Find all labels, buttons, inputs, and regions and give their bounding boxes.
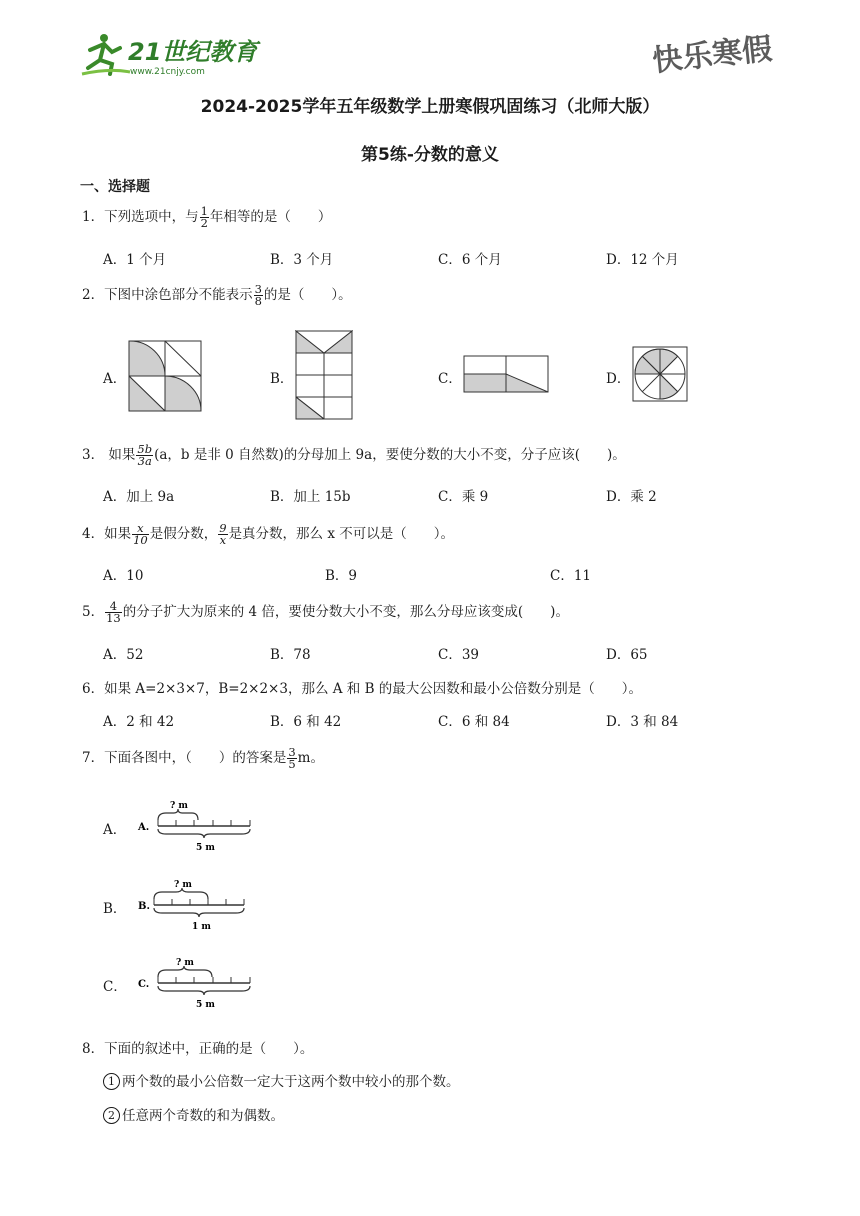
q7-label-b: B．: [103, 901, 127, 917]
question-8: 8．下面的叙述中，正确的是（ ）。: [82, 1041, 314, 1057]
q6-option-c: C．6 和 84: [438, 714, 510, 730]
fraction: $\frac{1}{2}$: [200, 204, 208, 230]
question-4: 4．如果 $\frac{x}{10}$ 是假分数， $\frac{9}{x}$ 是真分数，那么 x 不可以是（ ）。: [82, 521, 455, 547]
page-subtitle: 第5练-分数的意义: [361, 145, 499, 165]
fraction: $\frac{4}{13}$: [106, 599, 121, 625]
question-1: 1．下列选项中，与 $\frac{1}{2}$ 年相等的是（ ）: [82, 204, 332, 230]
q3-option-a: A．加上 9a: [103, 489, 175, 505]
runner-icon: [82, 34, 130, 74]
fraction: $\frac{5b}{3a}$: [137, 442, 153, 468]
svg-text:C.: C.: [138, 979, 150, 990]
q4-option-b: B．9: [325, 568, 358, 584]
q1-option-d: D．12 个月: [606, 252, 679, 268]
q6-option-d: D．3 和 84: [606, 714, 679, 730]
q1-option-b: B．3 个月: [270, 252, 334, 268]
q1-option-c: C．6 个月: [438, 252, 502, 268]
fraction: $\frac{9}{x}$: [219, 521, 227, 547]
q2-label-c: C．: [438, 371, 462, 387]
svg-text:5 m: 5 m: [196, 1000, 215, 1010]
question-2: 2．下图中涂色部分不能表示 $\frac{3}{8}$ 的是（ ）。: [82, 282, 352, 308]
question-7: 7．下面各图中，（ ）的答案是 $\frac{3}{5}$ m。: [82, 745, 324, 771]
fraction: $\frac{3}{8}$: [254, 282, 262, 308]
figure-a: [128, 340, 202, 412]
svg-text:A.: A.: [138, 822, 150, 833]
q7-label-a: A．: [103, 822, 127, 838]
q2-label-d: D．: [606, 371, 631, 387]
q8-statement-2: 2 任意两个奇数的和为偶数。: [103, 1104, 284, 1124]
fraction: $\frac{3}{5}$: [288, 745, 296, 771]
svg-text:? m: ? m: [174, 880, 192, 890]
figure-b: [295, 330, 353, 420]
q2-label-b: B．: [270, 371, 294, 387]
svg-text:5 m: 5 m: [196, 843, 215, 853]
q6-option-a: A．2 和 42: [103, 714, 175, 730]
svg-text:21世纪教育: 21世纪教育: [128, 38, 258, 66]
question-5: 5． $\frac{4}{13}$ 的分子扩大为原来的 4 倍，要使分数大小不变，那么分母应该变成( )。: [82, 599, 569, 625]
svg-text:1 m: 1 m: [192, 922, 211, 932]
q4-option-c: C．11: [550, 568, 592, 584]
question-3: 3． 如果 $\frac{5b}{3a}$ (a，b 是非 0 自然数)的分母加上 9a，要使分数的大小不变，分子应该( )。: [82, 442, 626, 468]
q3-option-d: D．乘 2: [606, 489, 657, 505]
svg-text:快乐寒假: 快乐寒假: [650, 31, 774, 79]
q3-option-c: C．乘 9: [438, 489, 489, 505]
q8-statement-1: 1 两个数的最小公倍数一定大于这两个数中较小的那个数。: [103, 1070, 460, 1090]
svg-text:? m: ? m: [170, 801, 188, 811]
figure-c: [463, 355, 549, 393]
svg-text:? m: ? m: [176, 958, 194, 968]
q7-label-c: C．: [103, 979, 127, 995]
circled-number: 2: [103, 1107, 120, 1124]
segment-diagram-c: [136, 955, 256, 1011]
svg-text:B.: B.: [138, 901, 150, 912]
logo-happy-winter-break: [650, 22, 790, 82]
q4-option-a: A．10: [103, 568, 144, 584]
segment-diagram-b: [136, 877, 256, 933]
q5-option-a: A．52: [103, 647, 144, 663]
q5-option-b: B．78: [270, 647, 311, 663]
circled-number: 1: [103, 1073, 120, 1090]
q2-label-a: A．: [103, 371, 127, 387]
q3-option-b: B．加上 15b: [270, 489, 351, 505]
q1-option-a: A．1 个月: [103, 252, 167, 268]
svg-text:www.21cnjy.com: www.21cnjy.com: [130, 67, 205, 77]
figure-d: [632, 346, 688, 402]
segment-diagram-a: [136, 798, 256, 854]
q6-option-b: B．6 和 42: [270, 714, 342, 730]
q5-option-c: C．39: [438, 647, 480, 663]
q5-option-d: D．65: [606, 647, 648, 663]
logo-21cnjy: [80, 30, 270, 80]
fraction: $\frac{x}{10}$: [133, 521, 148, 547]
page-title: 2024-2025学年五年级数学上册寒假巩固练习（北师大版）: [200, 97, 660, 117]
section-heading: 一、选择题: [80, 179, 150, 195]
question-6: 6．如果 A=2×3×7，B=2×2×3，那么 A 和 B 的最大公因数和最小公倍数分别是（ ）。: [82, 681, 643, 697]
